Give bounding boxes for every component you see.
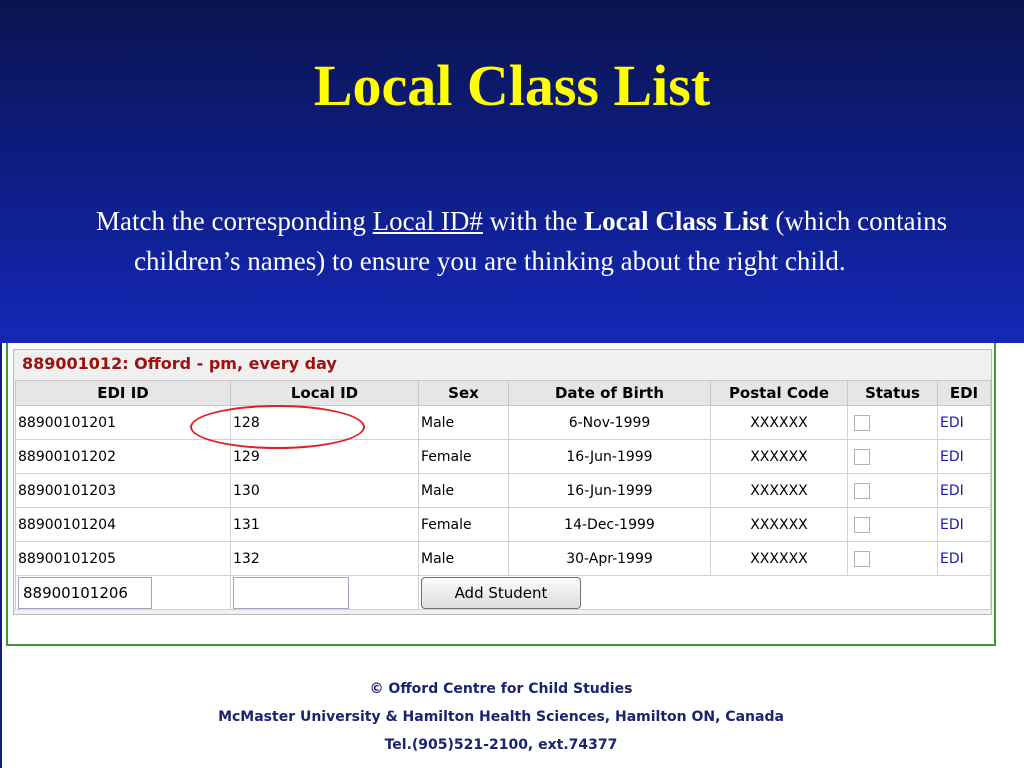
instruction-local-class-list-term: Local Class List [584, 206, 769, 236]
cell-postal-code: XXXXXX [711, 508, 848, 542]
status-checkbox[interactable] [854, 551, 870, 567]
cell-postal-code: XXXXXX [711, 440, 848, 474]
cell-status [848, 440, 938, 474]
cell-postal-code: XXXXXX [711, 542, 848, 576]
table-row [16, 406, 991, 440]
cell-edi [938, 406, 991, 440]
cell-status [848, 406, 938, 440]
footer [0, 675, 1002, 759]
cell-local-id: 130 [231, 474, 419, 508]
cell-date-of-birth: 14-Dec-1999 [509, 508, 711, 542]
cell-sex: Female [419, 440, 509, 474]
cell-edi-id: 88900101202 [16, 440, 231, 474]
cell-edi [938, 542, 991, 576]
status-checkbox[interactable] [854, 483, 870, 499]
edi-link[interactable]: EDI [940, 448, 964, 465]
edi-link[interactable]: EDI [940, 482, 964, 499]
add-student-button[interactable]: Add Student [421, 577, 581, 609]
cell-date-of-birth: 6-Nov-1999 [509, 406, 711, 440]
class-list-panel [6, 343, 996, 646]
edi-link[interactable]: EDI [940, 414, 964, 431]
add-student-cell [419, 576, 991, 610]
col-header-edi: EDI [938, 381, 991, 406]
cell-postal-code: XXXXXX [711, 406, 848, 440]
cell-status [848, 508, 938, 542]
local-id-highlight-circle [190, 405, 365, 449]
table-row [16, 542, 991, 576]
new-local-id-cell [231, 576, 419, 610]
status-checkbox[interactable] [854, 517, 870, 533]
class-table-box [13, 349, 992, 615]
footer-affiliation: McMaster University & Hamilton Health Sciences, Hamilton ON, Canada [218, 709, 784, 725]
students-table [15, 380, 991, 610]
col-header-postal-code: Postal Code [711, 381, 848, 406]
class-heading: 889001012: Offord - pm, every day [22, 354, 337, 373]
table-row [16, 508, 991, 542]
status-checkbox[interactable] [854, 415, 870, 431]
new-edi-id-cell [16, 576, 231, 610]
cell-sex: Male [419, 406, 509, 440]
cell-edi-id: 88900101201 [16, 406, 231, 440]
instruction-part-2: with the [482, 206, 585, 236]
cell-local-id: 128 [231, 406, 419, 440]
footer-copyright: © Offord Centre for Child Studies [369, 681, 633, 697]
cell-edi-id: 88900101204 [16, 508, 231, 542]
new-student-row [16, 576, 991, 610]
table-header-row [16, 381, 991, 406]
footer-phone: Tel.(905)521-2100, ext.74377 [384, 737, 618, 753]
edi-link[interactable]: EDI [940, 516, 964, 533]
col-header-date-of-birth: Date of Birth [509, 381, 711, 406]
cell-edi [938, 474, 991, 508]
cell-postal-code: XXXXXX [711, 474, 848, 508]
cell-date-of-birth: 30-Apr-1999 [509, 542, 711, 576]
cell-status [848, 474, 938, 508]
cell-local-id: 132 [231, 542, 419, 576]
cell-date-of-birth: 16-Jun-1999 [509, 474, 711, 508]
slide-header-area [0, 0, 1024, 343]
edi-link[interactable]: EDI [940, 550, 964, 567]
new-edi-id-input[interactable] [18, 577, 152, 609]
instruction-local-id-term: Local ID# [372, 206, 483, 236]
slide-instruction-text [96, 201, 956, 281]
cell-sex: Female [419, 508, 509, 542]
instruction-part-1: Match the corresponding [96, 206, 373, 236]
cell-sex: Male [419, 474, 509, 508]
cell-edi [938, 508, 991, 542]
col-header-sex: Sex [419, 381, 509, 406]
instruction-part-3: (which contains children’s names) to ensure you are thinking about the right child. [134, 206, 948, 276]
new-local-id-input[interactable] [233, 577, 349, 609]
col-header-edi-id: EDI ID [16, 381, 231, 406]
col-header-local-id: Local ID [231, 381, 419, 406]
cell-local-id: 131 [231, 508, 419, 542]
cell-local-id: 129 [231, 440, 419, 474]
slide-title: Local Class List [313, 53, 711, 118]
col-header-status: Status [848, 381, 938, 406]
cell-edi [938, 440, 991, 474]
cell-status [848, 542, 938, 576]
cell-edi-id: 88900101203 [16, 474, 231, 508]
table-row [16, 474, 991, 508]
cell-edi-id: 88900101205 [16, 542, 231, 576]
cell-sex: Male [419, 542, 509, 576]
status-checkbox[interactable] [854, 449, 870, 465]
cell-date-of-birth: 16-Jun-1999 [509, 440, 711, 474]
table-row [16, 440, 991, 474]
